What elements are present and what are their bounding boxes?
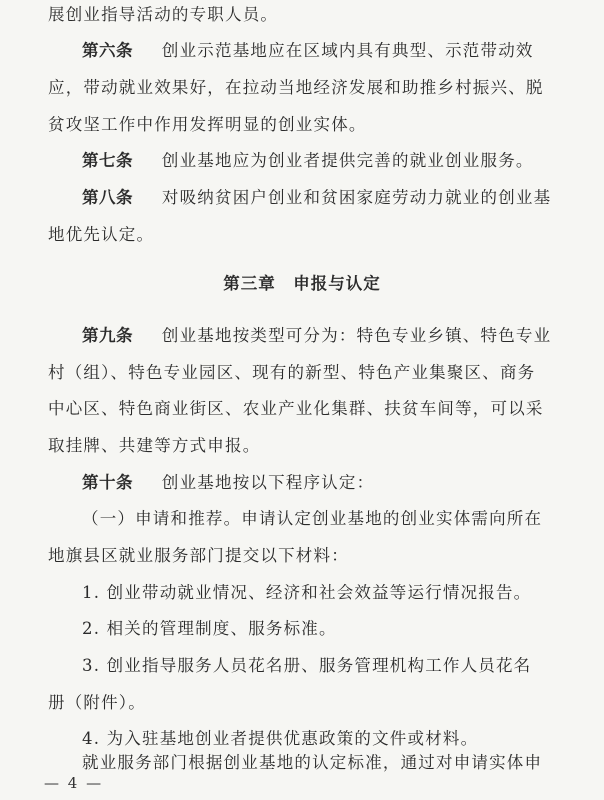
line-text: 创业示范基地应在区域内具有典型、示范带动效 — [161, 41, 534, 60]
line-text: 创业基地应为创业者提供完善的就业创业服务。 — [161, 151, 534, 170]
line-text: 贫攻坚工作中作用发挥明显的创业实体。 — [48, 115, 367, 134]
line-text: 应，带动就业效果好，在拉动当地经济发展和助推乡村振兴、脱 — [48, 78, 544, 97]
line-text: 4. 为入驻基地创业者提供优惠政策的文件或材料。 — [82, 729, 479, 748]
article-10-line-1 — [82, 472, 604, 494]
page-number: — 4 — — [44, 774, 104, 792]
article-7-line-1 — [82, 150, 604, 172]
line-text: 创业基地按类型可分为：特色专业乡镇、特色专业 — [161, 326, 552, 345]
article-9-line-1 — [82, 325, 604, 347]
line-text: 创业基地按以下程序认定： — [161, 473, 375, 492]
article-7-heading: 第七条 — [82, 151, 133, 170]
article-6-line-1 — [82, 40, 604, 62]
line-text: 3. 创业指导服务人员花名册、服务管理机构工作人员花名 — [82, 656, 532, 675]
article-9-line-3 — [48, 398, 604, 420]
list-item-1 — [82, 582, 604, 604]
line-text: 取挂牌、共建等方式申报。 — [48, 436, 261, 455]
article-10-line-3 — [48, 545, 604, 567]
list-item-3 — [82, 655, 604, 677]
line-text: 村（组）、特色专业园区、现有的新型、特色产业集聚区、商务 — [48, 363, 536, 382]
text-line-1 — [48, 4, 604, 26]
article-9-line-2 — [48, 362, 604, 384]
article-9-heading: 第九条 — [82, 326, 133, 345]
line-text: 对吸纳贫困户创业和贫困家庭劳动力就业的创业基 — [161, 188, 552, 207]
list-item-3-cont — [48, 692, 604, 714]
article-9-line-4 — [48, 435, 604, 457]
line-text: 1. 创业带动就业情况、经济和社会效益等运行情况报告。 — [82, 583, 532, 602]
line-text: 展创业指导活动的专职人员。 — [48, 5, 279, 24]
article-10-heading: 第十条 — [82, 473, 133, 492]
article-8-heading: 第八条 — [82, 188, 133, 207]
chapter-heading: 第三章 申报与认定 — [223, 274, 381, 293]
article-10-line-2 — [82, 508, 604, 530]
list-item-2 — [82, 618, 604, 640]
article-8-line-2 — [48, 224, 604, 246]
line-text: 就业服务部门根据创业基地的认定标准，通过对申请实体申 — [82, 753, 543, 772]
line-text: 中心区、特色商业街区、农业产业化集群、扶贫车间等，可以采 — [48, 399, 544, 418]
paragraph-line — [82, 752, 604, 774]
article-6-line-2 — [48, 77, 604, 99]
line-text: 地优先认定。 — [48, 225, 155, 244]
line-text: 地旗县区就业服务部门提交以下材料： — [48, 546, 349, 565]
line-text: 册（附件）。 — [48, 693, 146, 712]
article-6-line-3 — [48, 114, 604, 136]
line-text: （一）申请和推荐。申请认定创业基地的创业实体需向所在 — [82, 509, 543, 528]
article-6-heading: 第六条 — [82, 41, 133, 60]
list-item-4 — [82, 728, 604, 750]
line-text: 2. 相关的管理制度、服务标准。 — [82, 619, 337, 638]
article-8-line-1 — [82, 187, 604, 209]
